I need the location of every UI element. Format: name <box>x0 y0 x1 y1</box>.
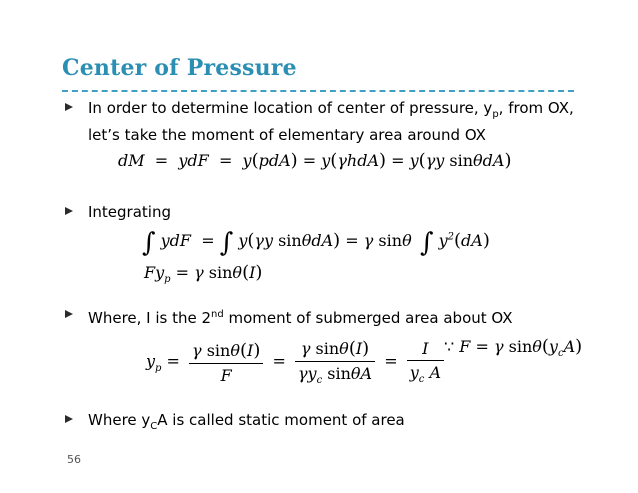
bullet-4-part-b: A is called static moment of area <box>157 411 405 429</box>
equation-force-definition: ∵ F = γ $\sin\theta(y_cA)$ <box>444 336 583 360</box>
equation-center-of-pressure: $y_p$ = $\frac{\text{γ sinθ(I)}}{F}$ = $\frac{\text{γ sinθ(I)}}{\gamma y_c \sin\theta A}$ = $\frac{I}{y_c A}$ <box>146 338 448 386</box>
page-number: 56 <box>67 453 81 466</box>
bullet-text-2: Integrating <box>88 203 171 221</box>
title-divider <box>62 90 574 92</box>
bullet-arrow-icon <box>64 414 74 424</box>
bullet-text-1 <box>88 98 578 145</box>
bullet-4-sub: C <box>150 421 158 432</box>
bullet-arrow-icon <box>64 102 74 112</box>
bullet-1-part-b: , from OX, let’s take the moment of elementary area around OX <box>88 99 574 144</box>
bullet-1-part-a: In order to determine location of center of pressure, y <box>88 99 493 117</box>
bullet-3-part-b: moment of submerged area about OX <box>223 309 513 327</box>
bullet-arrow-icon <box>64 206 74 216</box>
slide-title: Center of Pressure <box>62 55 297 81</box>
equation-moment: dM = ydF = y(pdA) = y(γhdA) = y(γy sinθdA) <box>118 150 512 171</box>
bullet-text-4 <box>88 410 578 437</box>
bullet-arrow-icon <box>64 309 74 319</box>
bullet-4-part-a: Where y <box>88 411 151 429</box>
equation-force-moment: $Fy_p = \gamma$ sinθ(I) <box>144 262 263 286</box>
equation-integral: ∫ ydF = ∫ y(γy sinθdA) = γ sinθ ∫ $y^2(dA)$ <box>142 228 490 258</box>
bullet-3-part-a: Where, I is the 2 <box>88 309 212 327</box>
bullet-3-sup: nd <box>211 309 224 320</box>
bullet-1-sub: p <box>492 109 499 120</box>
bullet-text-3 <box>88 305 578 328</box>
